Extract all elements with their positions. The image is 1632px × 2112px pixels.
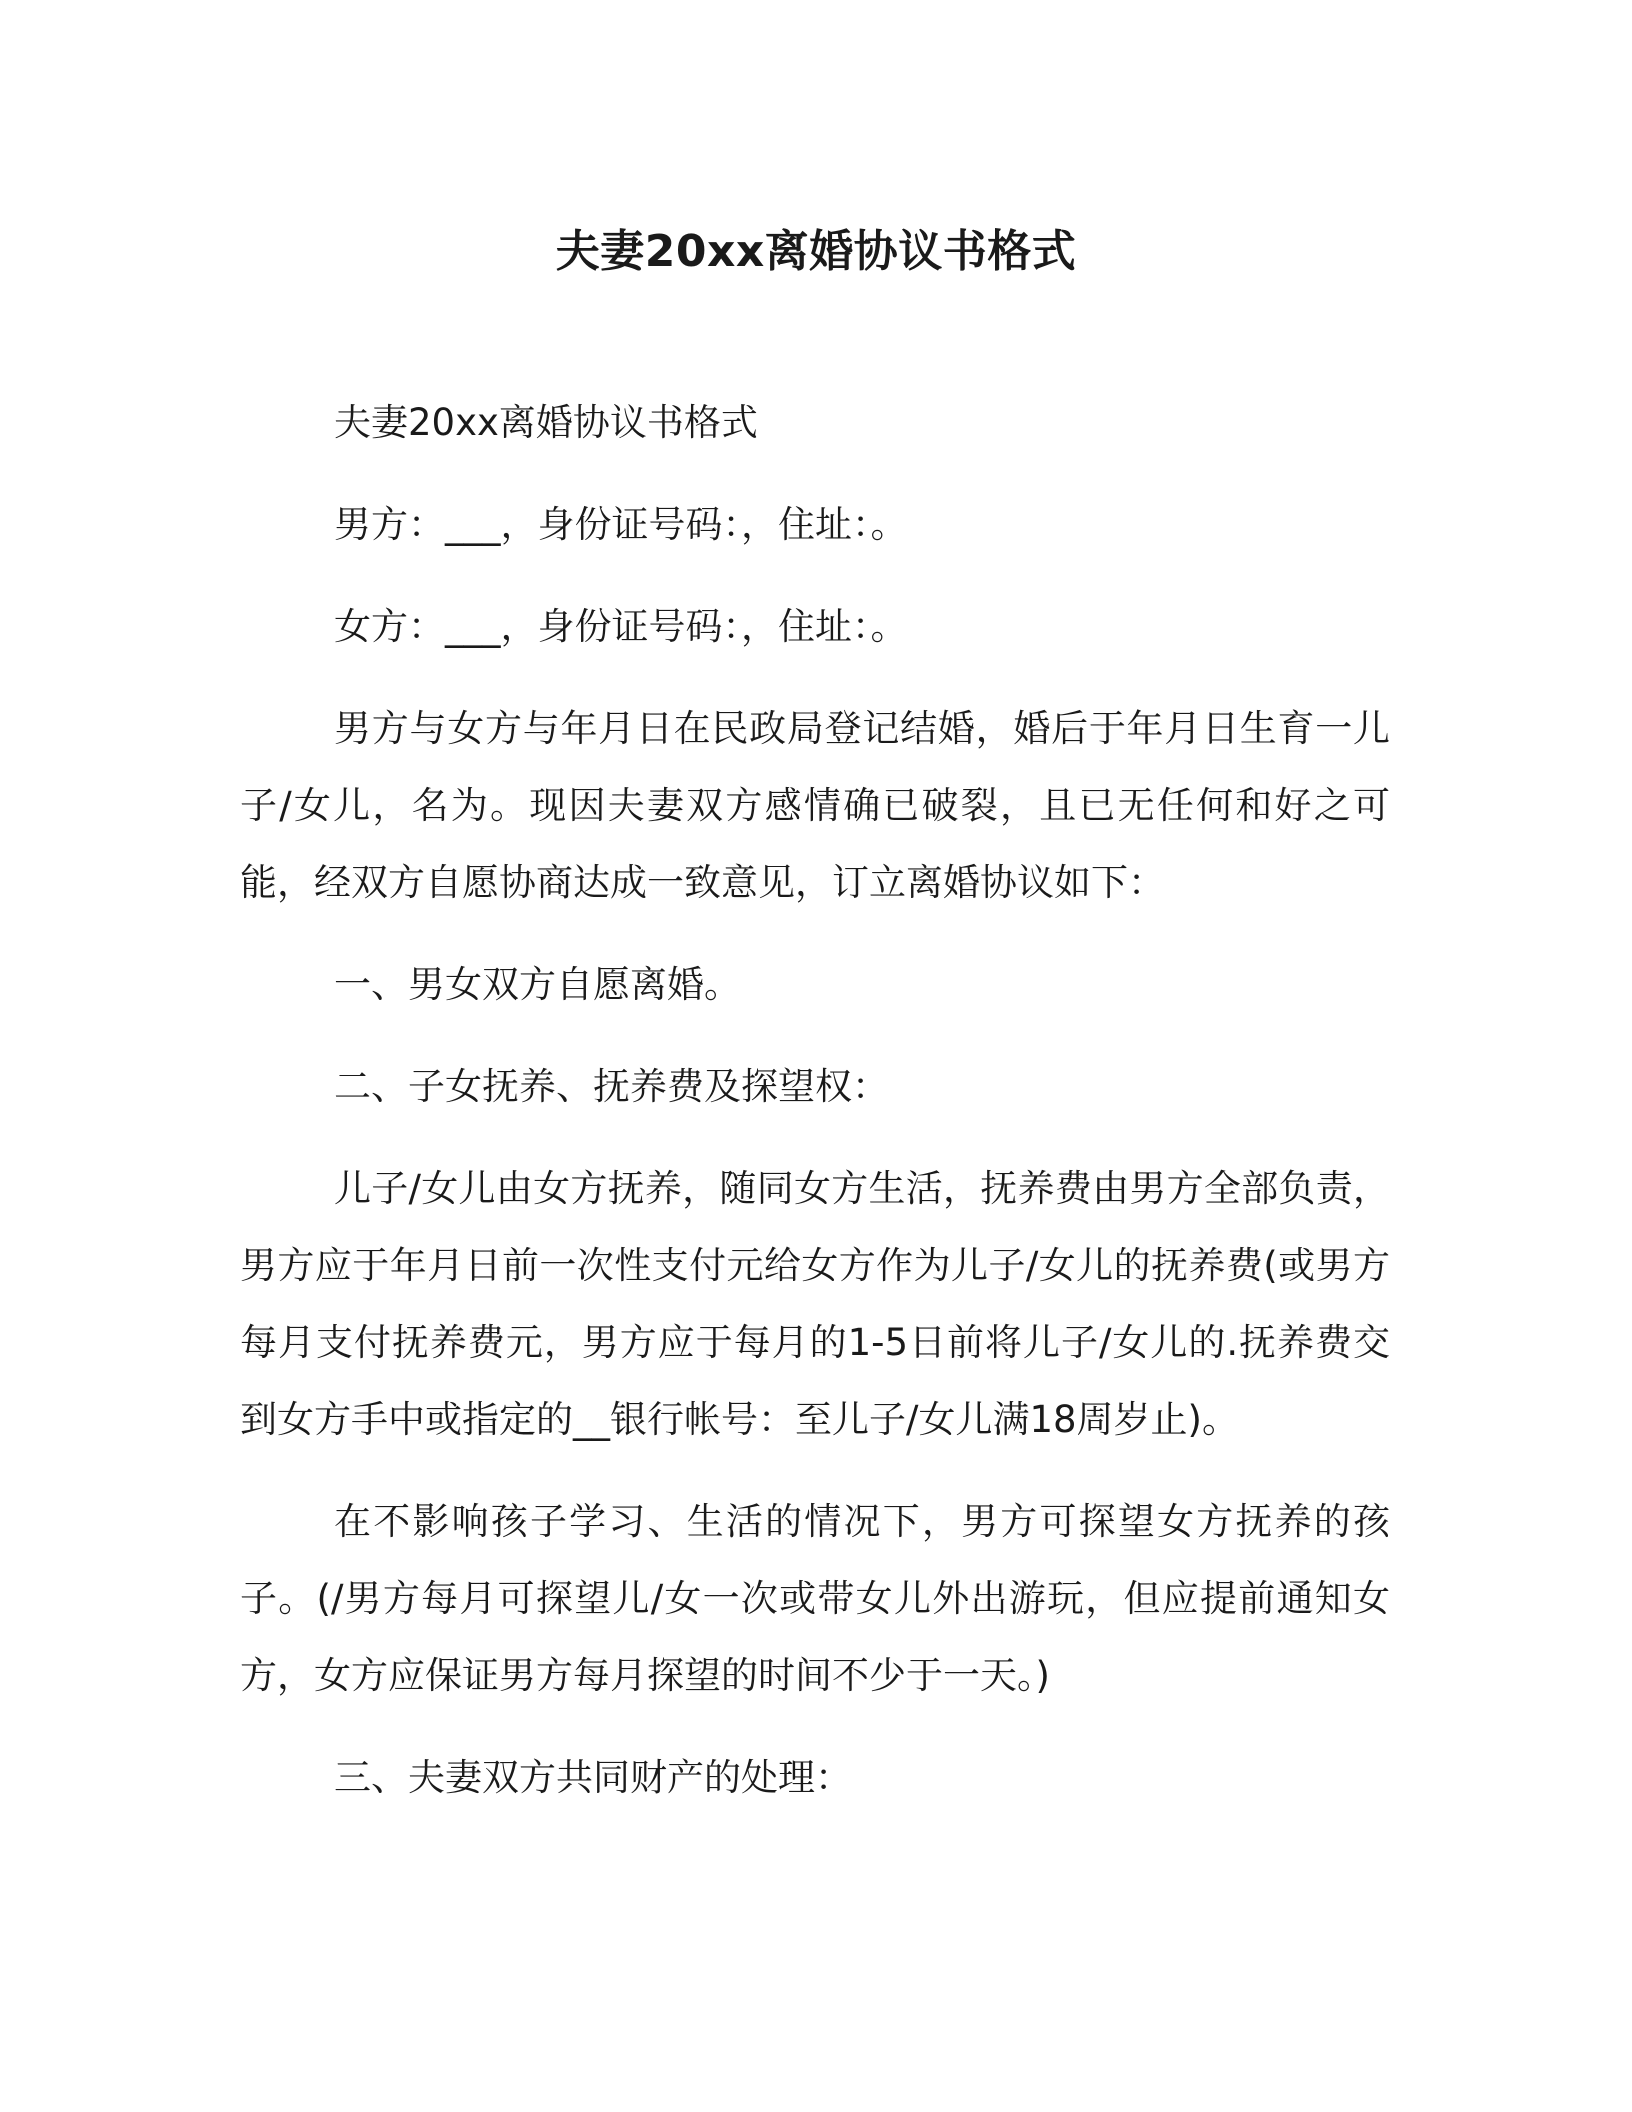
child-custody-paragraph: 儿子/女儿由女方抚养，随同女方生活，抚养费由男方全部负责，男方应于年月日前一次性支付元给女方作为儿子/女儿的抚养费(或男方每月支付抚养费元，男方应于每月的1-5日前将儿子/女儿的.抚养费交到女方手中或指定的__银行帐号：至儿子/女儿满18周岁止)。 <box>240 1167 1390 1441</box>
clause-1-heading: 一、男女双方自愿离婚。 <box>334 963 741 1006</box>
document-title: 夫妻20xx离婚协议书格式 <box>555 226 1077 277</box>
clause-2-heading: 二、子女抚养、抚养费及探望权： <box>334 1065 889 1108</box>
document-body <box>240 384 1390 1841</box>
female-party-paragraph: 女方：___，身份证号码：，住址：。 <box>334 605 908 648</box>
intro-paragraph: 男方与女方与年月日在民政局登记结婚，婚后于年月日生育一儿子/女儿，名为。现因夫妻双方感情确已破裂，且已无任何和好之可能，经双方自愿协商达成一致意见，订立离婚协议如下： <box>240 707 1390 904</box>
visitation-paragraph: 在不影响孩子学习、生活的情况下，男方可探望女方抚养的孩子。(/男方每月可探望儿/女一次或带女儿外出游玩，但应提前通知女方，女方应保证男方每月探望的时间不少于一天。) <box>240 1500 1390 1697</box>
male-party-paragraph: 男方：___，身份证号码：，住址：。 <box>334 503 908 546</box>
clause-3-heading: 三、夫妻双方共同财产的处理： <box>334 1756 852 1799</box>
subtitle-paragraph: 夫妻20xx离婚协议书格式 <box>334 401 758 444</box>
